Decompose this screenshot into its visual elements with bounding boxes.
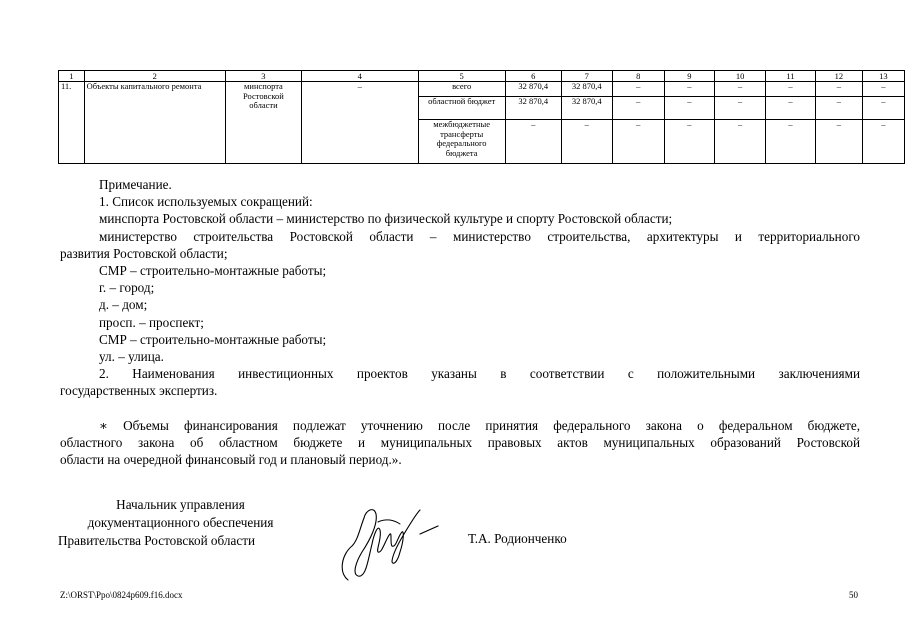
customer-name: минспорта Ростовской области xyxy=(225,82,301,164)
value-cell: – xyxy=(664,97,715,120)
header-cell: 2 xyxy=(84,71,225,82)
abbr-dom: д. – дом; xyxy=(99,297,148,313)
abbr-smr: СМР – строительно-монтажные работы; xyxy=(99,263,327,279)
value-cell: – xyxy=(862,97,904,120)
footnote-line2: областного закона об областном бюджете и муниципальных правовых актов муниципальных образований Ростовской xyxy=(60,434,860,450)
signatory-line2: документационного обеспечения xyxy=(87,515,274,530)
notes-title: Примечание. xyxy=(99,177,172,192)
source-label: всего xyxy=(418,82,505,97)
abbreviations-heading: 1. Список используемых сокращений: xyxy=(99,194,313,210)
abbr-prospekt: просп. – проспект; xyxy=(99,314,204,330)
note-2-line2: государственных экспертиз. xyxy=(60,383,218,399)
signatory-line3: Правительства Ростовской области xyxy=(58,533,256,548)
value-cell: 32 870,4 xyxy=(561,97,612,120)
value-cell: 32 870,4 xyxy=(561,82,612,97)
header-cell: 6 xyxy=(505,71,561,82)
header-cell: 13 xyxy=(862,71,904,82)
abbr-ulitsa: ул. – улица. xyxy=(99,349,164,365)
header-cell: 8 xyxy=(612,71,664,82)
value-cell: – xyxy=(715,97,766,120)
abbr-minsport: минспорта Ростовской области – министерство по физической культуре и спорту Ростовской области; xyxy=(99,211,673,227)
value-cell: – xyxy=(862,120,904,164)
table-header-row xyxy=(59,71,905,82)
file-path: Z:\ORST\Ppo\0824p609.f16.docx xyxy=(60,590,183,600)
value-cell: – xyxy=(815,97,862,120)
handwritten-signature xyxy=(334,500,444,585)
value-cell: 32 870,4 xyxy=(505,97,561,120)
value-cell: 32 870,4 xyxy=(505,82,561,97)
value-cell: – xyxy=(612,82,664,97)
source-label: областной бюджет xyxy=(418,97,505,120)
source-label: межбюджетные трансферты федерального бюджета xyxy=(418,120,505,164)
abbr-gorod: г. – город; xyxy=(99,280,155,296)
abbr-smr-repeat: СМР – строительно-монтажные работы; xyxy=(99,331,327,347)
value-cell: – xyxy=(815,82,862,97)
value-cell: – xyxy=(766,97,816,120)
header-cell: 3 xyxy=(225,71,301,82)
col4-value: – xyxy=(301,82,418,164)
notes-section xyxy=(60,176,860,468)
header-cell: 11 xyxy=(766,71,816,82)
value-cell: – xyxy=(715,120,766,164)
value-cell: – xyxy=(561,120,612,164)
value-cell: – xyxy=(766,120,816,164)
header-cell: 5 xyxy=(418,71,505,82)
header-cell: 10 xyxy=(715,71,766,82)
value-cell: – xyxy=(766,82,816,97)
header-cell: 9 xyxy=(664,71,715,82)
value-cell: – xyxy=(612,97,664,120)
note-2-line1: 2. Наименования инвестиционных проектов указаны в соответствии с положительными заключениями xyxy=(99,366,860,382)
finance-table xyxy=(58,70,905,164)
abbr-minstroy-line2: развития Ростовской области; xyxy=(60,245,228,261)
value-cell: – xyxy=(612,120,664,164)
page-number: 50 xyxy=(849,590,858,600)
table-row xyxy=(59,82,905,97)
value-cell: – xyxy=(664,120,715,164)
object-name: Объекты капитального ремонта xyxy=(84,82,225,164)
header-cell: 1 xyxy=(59,71,85,82)
value-cell: – xyxy=(715,82,766,97)
signatory-name: Т.А. Родионченко xyxy=(468,531,567,546)
header-cell: 12 xyxy=(815,71,862,82)
signatory-title xyxy=(58,496,303,550)
footnote-line1: ∗ Объемы финансирования подлежат уточнению после принятия федерального закона о федеральном бюджете, xyxy=(99,417,860,433)
signatory-line1: Начальник управления xyxy=(116,497,245,512)
abbr-minstroy-line1: министерство строительства Ростовской области – министерство строительства, архитектуры и территориального xyxy=(99,228,860,244)
header-cell: 7 xyxy=(561,71,612,82)
footnote-line3: области на очередной финансовый год и плановый период.». xyxy=(60,452,402,468)
header-cell: 4 xyxy=(301,71,418,82)
value-cell: – xyxy=(862,82,904,97)
value-cell: – xyxy=(505,120,561,164)
value-cell: – xyxy=(815,120,862,164)
value-cell: – xyxy=(664,82,715,97)
row-number: 11. xyxy=(59,82,85,164)
